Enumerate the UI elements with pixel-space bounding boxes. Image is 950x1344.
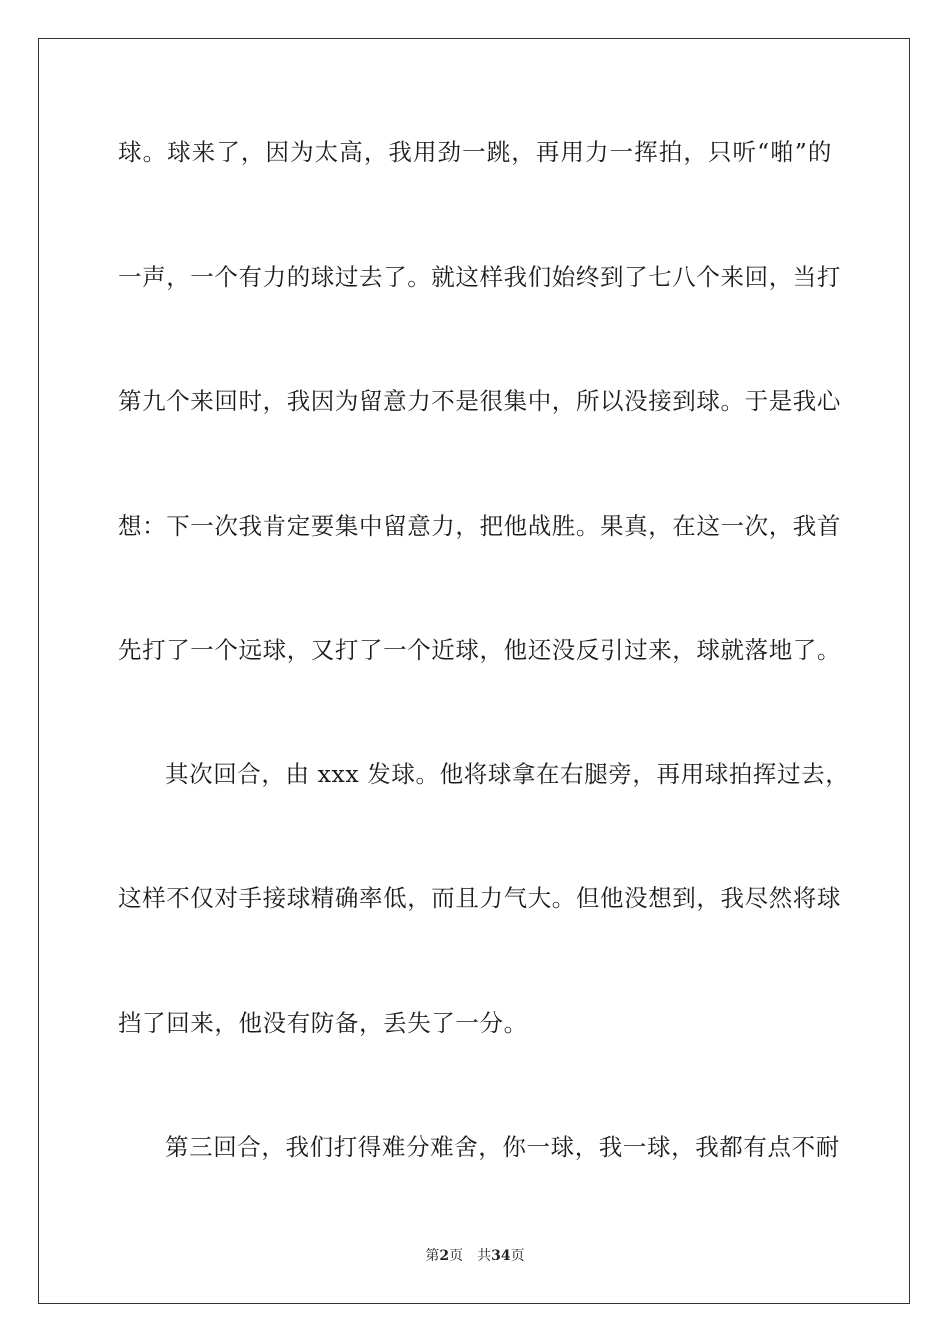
paragraph-first-line: 第三回合，我们打得难分难舍，你一球，我一球，我都有点不耐 [165, 1133, 840, 1161]
text-line: 先打了一个远球，又打了一个近球，他还没反引过来，球就落地了。 [118, 636, 841, 664]
text-line: 想：下一次我肯定要集中留意力，把他战胜。果真，在这一次，我首 [118, 512, 841, 540]
total-prefix: 共 [477, 1248, 492, 1264]
text-line: 这样不仅对手接球精确率低，而且力气大。但他没想到，我尽然将球 [118, 884, 841, 912]
text-line: 一声，一个有力的球过去了。就这样我们始终到了七八个来回，当打 [118, 263, 841, 291]
total-suffix: 页 [510, 1248, 525, 1264]
page-prefix: 第 [425, 1248, 440, 1264]
page-suffix: 页 [449, 1248, 464, 1264]
text-line: 球。球来了，因为太高，我用劲一跳，再用力一挥拍，只听“啪”的 [118, 138, 832, 166]
text-line: 挡了回来，他没有防备，丢失了一分。 [118, 1009, 528, 1037]
page-border [38, 38, 910, 1304]
paragraph-first-line: 其次回合，由 xxx 发球。他将球拿在右腿旁，再用球拍挥过去， [165, 760, 850, 788]
total-pages: 34 [491, 1248, 511, 1264]
page-number: 2 [439, 1248, 450, 1264]
text-line: 第九个来回时，我因为留意力不是很集中，所以没接到球。于是我心 [118, 387, 841, 415]
page-footer [0, 1246, 950, 1266]
